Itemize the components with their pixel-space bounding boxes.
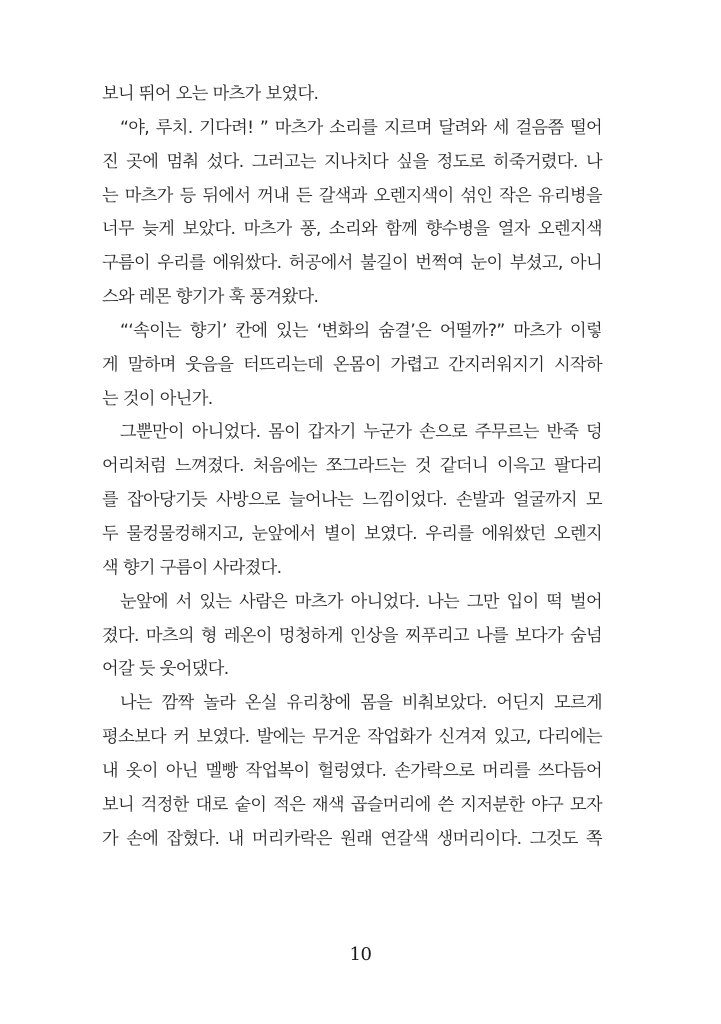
text-line: 게 말하며 웃음을 터뜨리는데 온몸이 가렵고 간지러워지기 시작하 <box>102 354 602 375</box>
text-line: 어리처럼 느껴졌다. 처음에는 쪼그라드는 것 같더니 이윽고 팔다리 <box>102 456 602 477</box>
text-line: “‘속이는 향기’ 칸에 있는 ‘변화의 숨결’은 어떨까?” 마츠가 이렇 <box>120 320 602 341</box>
text-line: 너무 늦게 보았다. 마츠가 퐁, 소리와 함께 향수병을 열자 오렌지색 <box>102 219 602 240</box>
text-line: 진 곳에 멈춰 섰다. 그러고는 지나치다 싶을 정도로 히죽거렸다. 나 <box>102 151 602 172</box>
text-line: 를 잡아당기듯 사방으로 늘어나는 느낌이었다. 손발과 얼굴까지 모 <box>102 490 602 511</box>
text-line: 가 손에 잡혔다. 내 머리카락은 원래 연갈색 생머리이다. 그것도 쪽 <box>102 828 602 849</box>
text-line: 졌다. 마츠의 형 레온이 멍청하게 인상을 찌푸리고 나를 보다가 숨넘 <box>102 625 602 646</box>
text-line: “야, 루치. 기다려! ” 마츠가 소리를 지르며 달려와 세 걸음쯤 떨어 <box>120 117 602 138</box>
text-line: 내 옷이 아닌 멜빵 작업복이 헐렁였다. 손가락으로 머리를 쓰다듬어 <box>102 760 602 781</box>
text-line: 어갈 듯 웃어댔다. <box>102 659 229 680</box>
text-line: 보니 걱정한 대로 숱이 적은 재색 곱슬머리에 쓴 지저분한 야구 모자 <box>102 794 602 815</box>
text-line: 눈앞에 서 있는 사람은 마츠가 아니었다. 나는 그만 입이 떡 벌어 <box>120 591 602 612</box>
text-line: 색 향기 구름이 사라졌다. <box>102 557 282 578</box>
text-line: 는 것이 아닌가. <box>102 388 213 409</box>
page-number: 10 <box>349 944 372 965</box>
text-line: 나는 깜짝 놀라 온실 유리창에 몸을 비춰보았다. 어딘지 모르게 <box>120 693 602 714</box>
text-line: 두 물컹물컹해지고, 눈앞에서 별이 보였다. 우리를 에워쌌던 오렌지 <box>102 523 602 544</box>
body-text <box>102 78 602 856</box>
text-line: 보니 뛰어 오는 마츠가 보였다. <box>102 84 319 104</box>
text-line: 는 마츠가 등 뒤에서 꺼내 든 갈색과 오렌지색이 섞인 작은 유리병을 <box>102 185 602 206</box>
text-line: 평소보다 커 보였다. 발에는 무거운 작업화가 신겨져 있고, 다리에는 <box>102 727 602 748</box>
text-line: 그뿐만이 아니었다. 몸이 갑자기 누군가 손으로 주무르는 반죽 덩 <box>120 422 602 443</box>
text-line: 구름이 우리를 에워쌌다. 허공에서 불길이 번쩍여 눈이 부셨고, 아니 <box>102 253 602 274</box>
text-line: 스와 레몬 향기가 훅 풍겨왔다. <box>102 287 319 308</box>
